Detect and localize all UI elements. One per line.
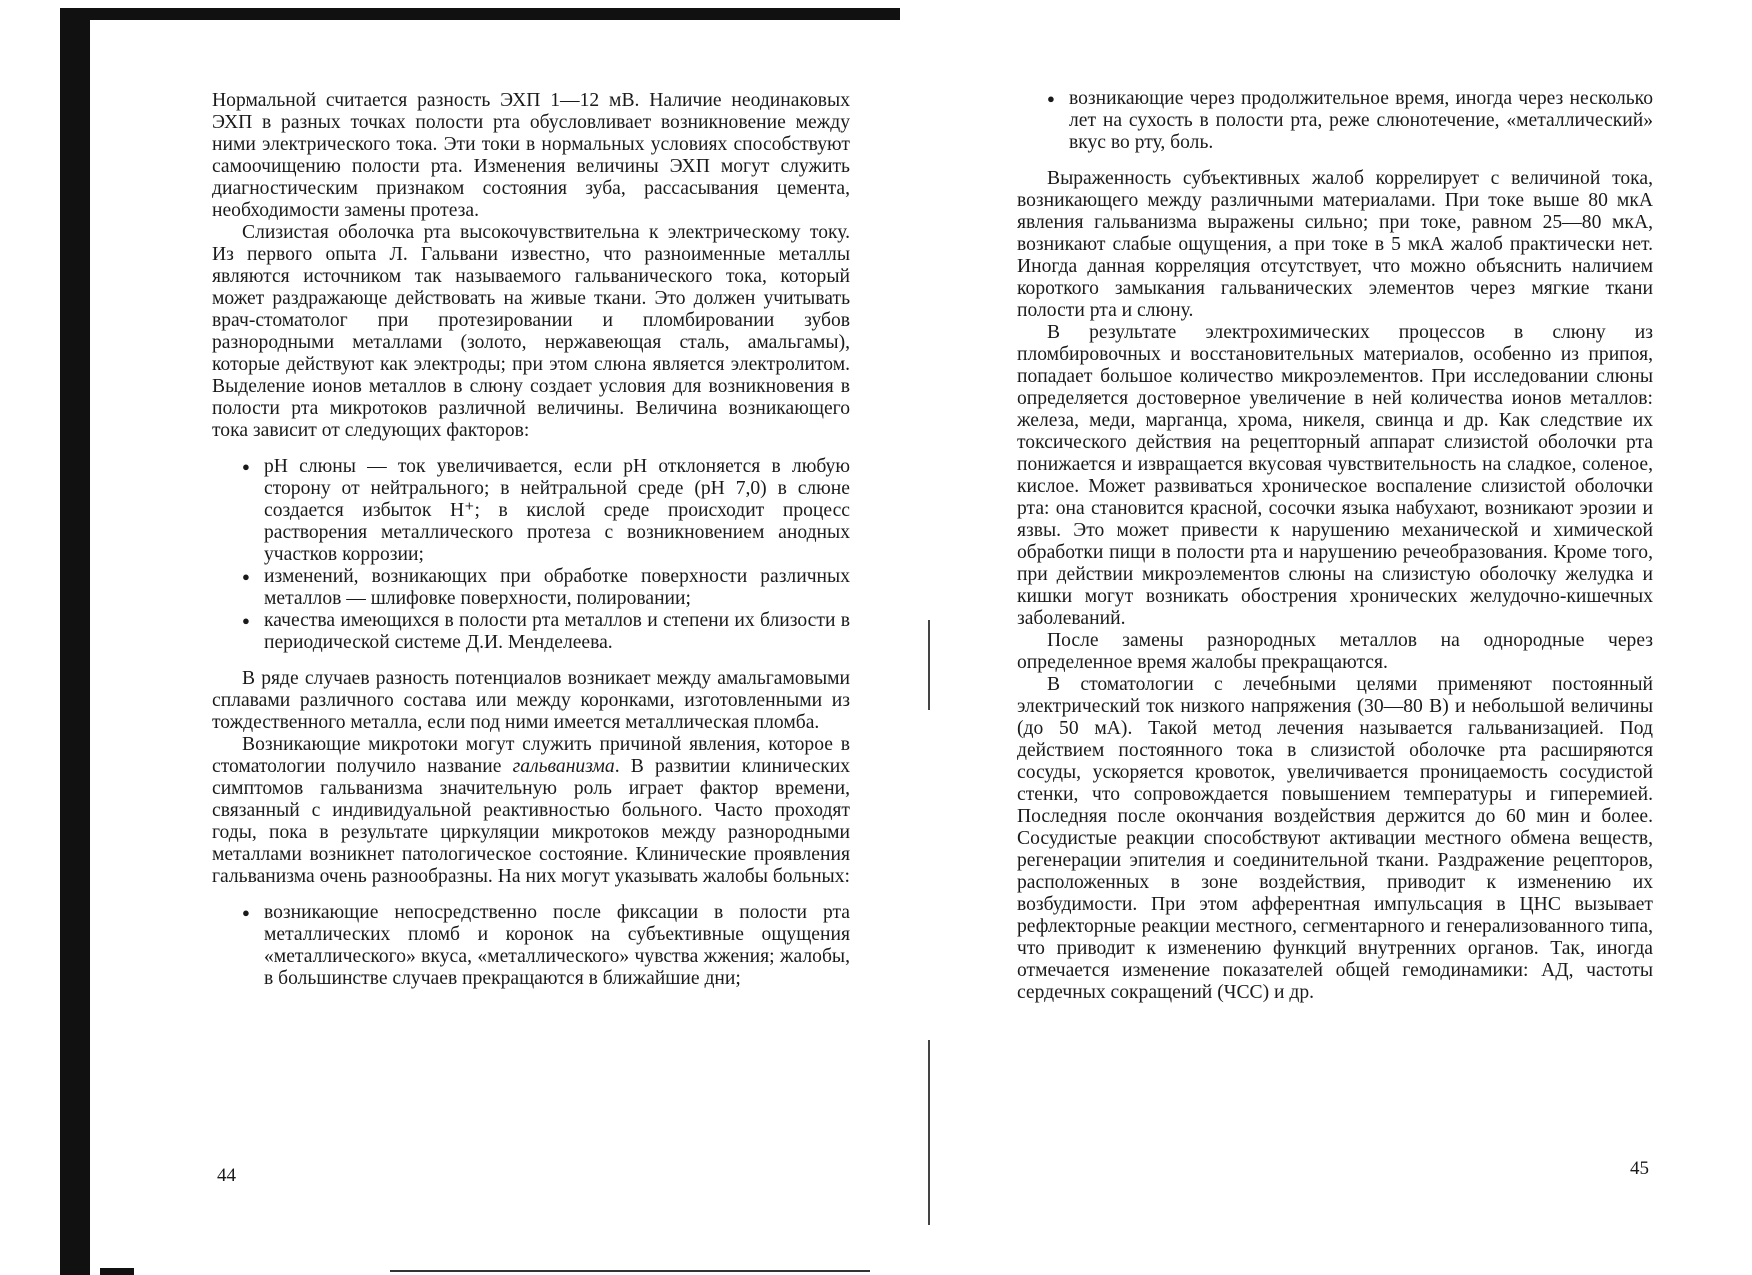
scan-border-left — [60, 10, 90, 1275]
paragraph-text: . В развитии клинических симптомов гальванизма значительную роль играет фактор времени, связанный с индивидуальной реактивностью больного. Часто проходят годы, пока в результате циркуляции микротоков между разнородными металлами возникнет патологическое состояние. Клинические проявления гальванизма очень разнообразны. На них могут указывать жалобы больных: — [212, 756, 850, 887]
paragraph — [212, 734, 850, 888]
complaints-list — [212, 902, 850, 990]
gutter-line — [928, 620, 930, 710]
page-number: 45 — [1630, 1158, 1649, 1179]
list-item: ● изменений, возникающих при обработке поверхности различных металлов — шлифовке поверхности, полировании; — [242, 566, 850, 610]
paragraph: Слизистая оболочка рта высокочувствительна к электрическому току. Из первого опыта Л. Гальвани известно, что разноименные металлы являются источником так называемого гальванического тока, который может раздражающе действовать на живые ткани. Это должен учитывать врач-стоматолог при протезировании и пломбировании зубов разнородными металлами (золото, нержавеющая сталь, амальгамы), которые действуют как электроды; при этом слюна является электролитом. Выделение ионов металлов в слюну создает условия для возникновения в полости рта микротоков различной величины. Величина возникающего тока зависит от следующих факторов: — [212, 222, 850, 441]
scan-border-top — [60, 8, 900, 20]
scan-mark-bottom — [100, 1268, 134, 1275]
paragraph: Выраженность субъективных жалоб коррелирует с величиной тока, возникающего между различными материалами. При токе выше 80 мкА явления гальванизма выражены сильно; при токе, равном 25—80 мкА, возникают слабые ощущения, а при токе в 5 мкА жалоб практически нет. Иногда данная корреляция отсутствует, что можно объяснить наличием короткого замыкания гальванических элементов через мягкие ткани полости рта и слюну. — [1017, 168, 1653, 321]
paragraph: В ряде случаев разность потенциалов возникает между амальгамовыми сплавами различного состава или между коронками, изготовленными из тождественного металла, если под ними имеется металлическая пломба. — [212, 668, 850, 733]
scan-line-bottom — [390, 1270, 870, 1272]
complaints-list-continued — [1017, 88, 1653, 154]
left-page — [212, 90, 850, 1004]
list-item: ● pH слюны — ток увеличивается, если pH отклоняется в любую сторону от нейтрального; в нейтральной среде (pH 7,0) в слюне создается избыток H⁺; в кислой среде происходит процесс растворения металлического протеза с возникновением анодных участков коррозии; — [242, 456, 850, 566]
paragraph-text: Возникающие микротоки могут служить причиной явления, которое в стоматологии получило название — [212, 734, 850, 777]
paragraph: В стоматологии с лечебными целями применяют постоянный электрический ток низкого напряжения (30—80 В) и небольшой величины (до 50 мА). Такой метод лечения называется гальванизацией. Под действием постоянного тока в слизистой оболочке рта расширяются сосуды, ускоряется кровоток, увеличивается проницаемость сосудистой стенки, что сопровождается повышением температуры и гиперемией. Последняя после окончания воздействия держится до 60 мин и более. Сосудистые реакции способствуют активации местного обмена веществ, регенерации эпителия и соединительной ткани. Раздражение рецепторов, расположенных в зоне воздействия, приводит к изменению их возбудимости. При этом афферентная импульсация в ЦНС вызывает рефлекторные реакции местного, сегментарного и генерализованного типа, что приводит к изменению функций внутренних органов. Так, иногда отмечается изменение показателей общей гемодинамики: АД, частоты сердечных сокращений (ЧСС) и др. — [1017, 674, 1653, 1003]
page-number: 44 — [217, 1165, 236, 1186]
gutter-line — [928, 1040, 930, 1225]
right-page — [1017, 88, 1653, 1004]
paragraph: Нормальной считается разность ЭХП 1—12 мВ. Наличие неодинаковых ЭХП в разных точках полости рта обусловливает возникновение между ними электрического тока. Эти токи в нормальных условиях способствуют самоочищению полости рта. Изменения величины ЭХП могут служить диагностическим признаком состояния зуба, рассасывания цемента, необходимости замены протеза. — [212, 90, 850, 221]
list-item: ● возникающие через продолжительное время, иногда через несколько лет на сухость в полости рта, реже слюнотечение, «металлический» вкус во рту, боль. — [1047, 88, 1653, 154]
term-galvanism: гальванизма — [512, 756, 615, 777]
paragraph: После замены разнородных металлов на однородные через определенное время жалобы прекращаются. — [1017, 630, 1653, 673]
list-item: ● качества имеющихся в полости рта металлов и степени их близости в периодической системе Д.И. Менделеева. — [242, 610, 850, 654]
factors-list — [212, 456, 850, 654]
paragraph: В результате электрохимических процессов в слюну из пломбировочных и восстановительных материалов, особенно из припоя, попадает большое количество микроэлементов. При исследовании слюны определяется достоверное увеличение в ней количества ионов металлов: железа, меди, марганца, хрома, никеля, свинца и др. Как следствие их токсического действия на рецепторный аппарат слизистой оболочки рта понижается и извращается вкусовая чувствительность на сладкое, соленое, кислое. Может развиваться хроническое воспаление слизистой оболочки рта: она становится красной, сосочки языка набухают, возникают эрозии и язвы. Это может привести к нарушению механической и химической обработки пищи в полости рта и нарушению речеобразования. Кроме того, при действии микроэлементов слюны на слизистую оболочку желудка и кишки могут возникать обострения хронических желудочно-кишечных заболеваний. — [1017, 322, 1653, 629]
list-item: ● возникающие непосредственно после фиксации в полости рта металлических пломб и коронок на субъективные ощущения «металлического» вкуса, «металлического» чувства жжения; жалобы, в большинстве случаев прекращаются в ближайшие дни; — [242, 902, 850, 990]
